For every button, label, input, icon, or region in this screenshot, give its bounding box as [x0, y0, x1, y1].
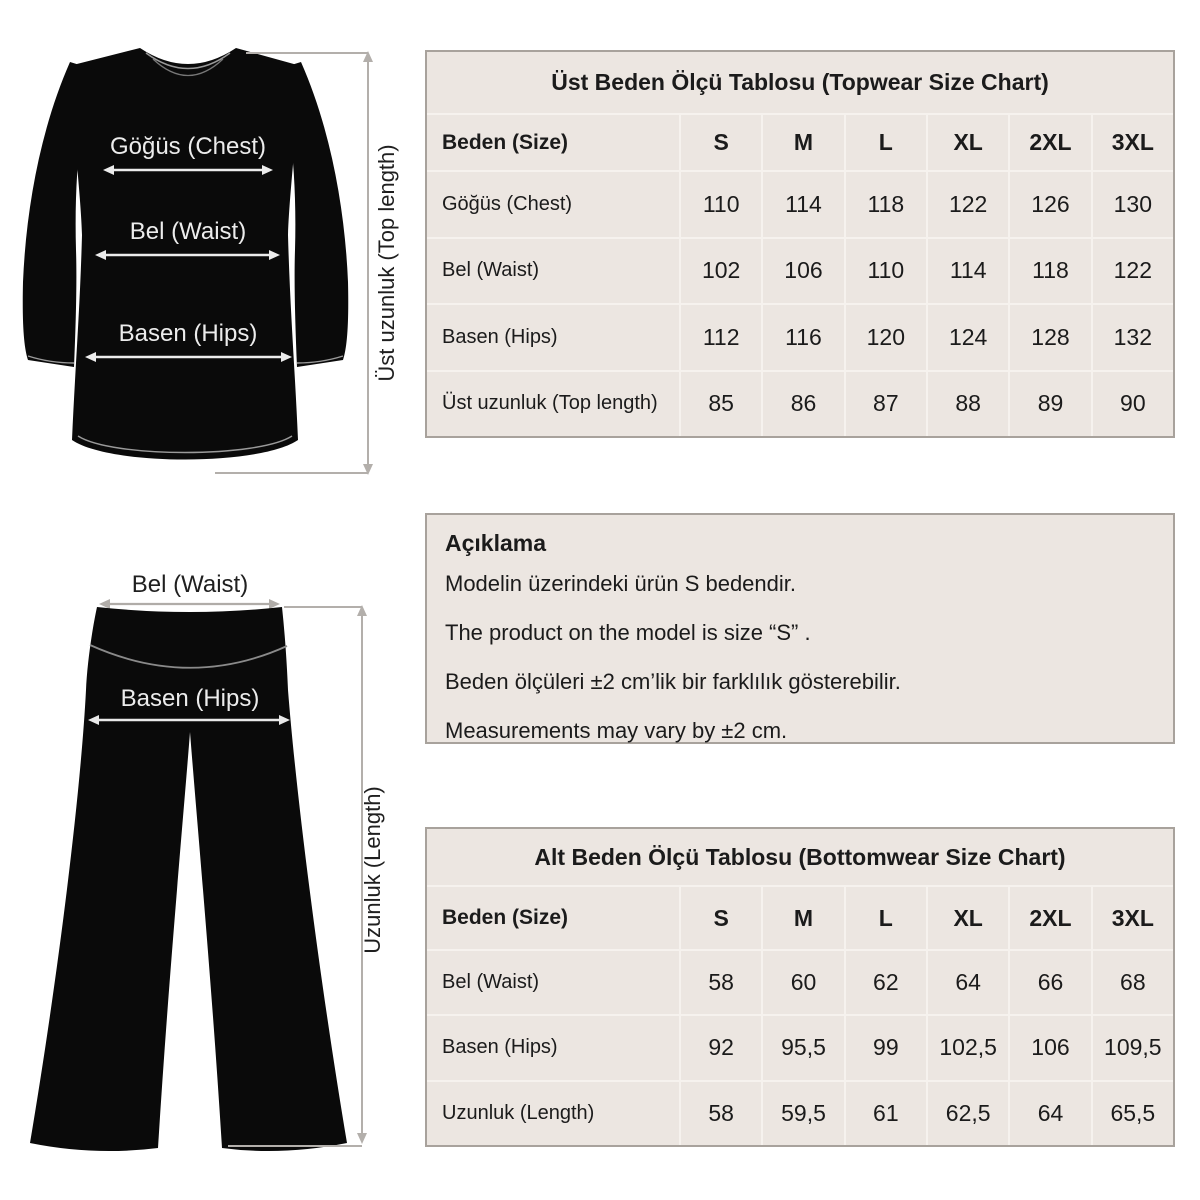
topwear-header-m: M: [763, 115, 843, 170]
bottomwear-header-xl: XL: [928, 887, 1008, 949]
bottomwear-row-length-label: Uzunluk (Length): [427, 1082, 679, 1145]
bottomwear-length-m: 59,5: [763, 1082, 843, 1145]
note-line-tr-size: Modelin üzerindeki ürün S bedendir.: [445, 571, 797, 596]
topwear-length-3xl: 90: [1093, 372, 1173, 437]
bottomwear-row-waist-label: Bel (Waist): [427, 951, 679, 1014]
topwear-chest-3xl: 130: [1093, 172, 1173, 237]
topwear-row-chest-label: Göğüs (Chest): [427, 172, 679, 237]
topwear-header-size: Beden (Size): [427, 115, 679, 170]
topwear-hips-l: 120: [846, 305, 926, 370]
bottomwear-waist-s: 58: [681, 951, 761, 1014]
topwear-hips-3xl: 132: [1093, 305, 1173, 370]
bottomwear-illustration: [0, 555, 420, 1200]
topwear-length-xl: 88: [928, 372, 1008, 437]
pants-waist-arrow: [99, 599, 280, 609]
bottomwear-waist-2xl: 66: [1010, 951, 1090, 1014]
bottomwear-header-2xl: 2XL: [1010, 887, 1090, 949]
topwear-header-s: S: [681, 115, 761, 170]
topwear-hips-m: 116: [763, 305, 843, 370]
bottomwear-hips-2xl: 106: [1010, 1016, 1090, 1079]
topwear-length-l: 87: [846, 372, 926, 437]
bottomwear-header-3xl: 3XL: [1093, 887, 1173, 949]
topwear-row-waist-label: Bel (Waist): [427, 239, 679, 304]
bottomwear-waist-3xl: 68: [1093, 951, 1173, 1014]
topwear-length-s: 85: [681, 372, 761, 437]
topwear-header-2xl: 2XL: [1010, 115, 1090, 170]
bottomwear-table-title: Alt Beden Ölçü Tablosu (Bottomwear Size Chart): [427, 829, 1173, 885]
note-line-en-tolerance: Measurements may vary by ±2 cm.: [445, 718, 788, 743]
tunic-chest-label: Göğüs (Chest): [109, 133, 267, 160]
bottomwear-header-m: M: [763, 887, 843, 949]
bottomwear-length-l: 61: [846, 1082, 926, 1145]
bottomwear-waist-m: 60: [763, 951, 843, 1014]
topwear-waist-l: 110: [846, 239, 926, 304]
topwear-chest-xl: 122: [928, 172, 1008, 237]
bottomwear-row-hips-label: Basen (Hips): [427, 1016, 679, 1079]
topwear-waist-xl: 114: [928, 239, 1008, 304]
note-line-tr-tolerance: Beden ölçüleri ±2 cm’lik bir farklılık gösterebilir.: [445, 669, 901, 694]
topwear-waist-3xl: 122: [1093, 239, 1173, 304]
tunic-hips-label: Basen (Hips): [118, 320, 258, 347]
notes-panel: [425, 513, 1175, 744]
topwear-chest-l: 118: [846, 172, 926, 237]
topwear-chest-m: 114: [763, 172, 843, 237]
pants-length-label: Uzunluk (Length): [360, 786, 385, 954]
topwear-header-xl: XL: [928, 115, 1008, 170]
notes-title: Açıklama: [445, 530, 547, 556]
topwear-header-3xl: 3XL: [1093, 115, 1173, 170]
topwear-waist-m: 106: [763, 239, 843, 304]
bottomwear-hips-xl: 102,5: [928, 1016, 1008, 1079]
topwear-header-l: L: [846, 115, 926, 170]
bottomwear-header-s: S: [681, 887, 761, 949]
bottomwear-waist-l: 62: [846, 951, 926, 1014]
bottomwear-length-3xl: 65,5: [1093, 1082, 1173, 1145]
topwear-table-title: Üst Beden Ölçü Tablosu (Topwear Size Chart): [427, 52, 1173, 113]
bottomwear-hips-3xl: 109,5: [1093, 1016, 1173, 1079]
topwear-hips-xl: 124: [928, 305, 1008, 370]
topwear-chest-s: 110: [681, 172, 761, 237]
bottomwear-length-2xl: 64: [1010, 1082, 1090, 1145]
bottomwear-waist-xl: 64: [928, 951, 1008, 1014]
tunic-length-label: Üst uzunluk (Top length): [374, 144, 399, 382]
pants-hips-label: Basen (Hips): [120, 685, 260, 712]
topwear-row-hips-label: Basen (Hips): [427, 305, 679, 370]
note-line-en-size: The product on the model is size “S” .: [445, 620, 811, 645]
bottomwear-length-s: 58: [681, 1082, 761, 1145]
pants-waist-label: Bel (Waist): [131, 571, 249, 598]
bottomwear-hips-s: 92: [681, 1016, 761, 1079]
topwear-length-2xl: 89: [1010, 372, 1090, 437]
topwear-waist-2xl: 118: [1010, 239, 1090, 304]
topwear-waist-s: 102: [681, 239, 761, 304]
bottomwear-header-l: L: [846, 887, 926, 949]
topwear-illustration: [0, 20, 420, 490]
bottomwear-length-xl: 62,5: [928, 1082, 1008, 1145]
bottomwear-header-size: Beden (Size): [427, 887, 679, 949]
topwear-length-m: 86: [763, 372, 843, 437]
bottomwear-size-table: [425, 827, 1175, 1147]
bottomwear-hips-l: 99: [846, 1016, 926, 1079]
topwear-hips-2xl: 128: [1010, 305, 1090, 370]
topwear-hips-s: 112: [681, 305, 761, 370]
topwear-size-table: [425, 50, 1175, 438]
topwear-chest-2xl: 126: [1010, 172, 1090, 237]
bottomwear-hips-m: 95,5: [763, 1016, 843, 1079]
tunic-waist-label: Bel (Waist): [129, 218, 247, 245]
topwear-row-length-label: Üst uzunluk (Top length): [427, 372, 679, 437]
